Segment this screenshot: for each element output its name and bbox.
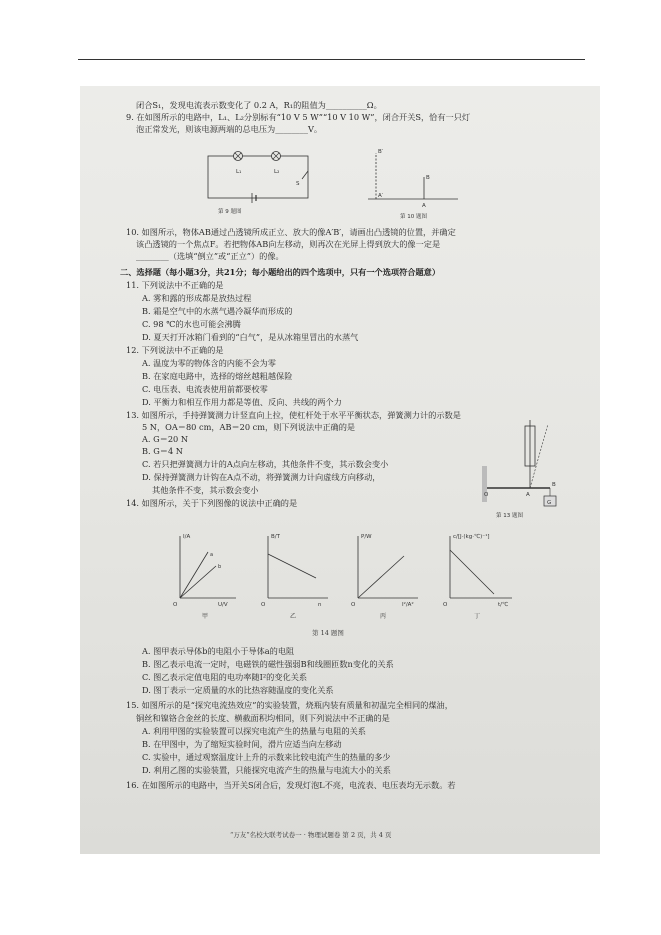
text-line: D. 保持弹簧测力计钩在A点不动，将弹簧测力计向虚线方向移动， [142,472,381,482]
text-line: 13. 如图所示，手持弹簧测力计竖直向上拉，使杠杆处于水平平衡状态，弹簧测力计的示数是 [126,410,461,420]
text-line: 闭合S₁，发现电流表示数变化了 0.2 A，R₁的阻值为__________Ω。 [136,100,382,110]
title-jia: 甲 [202,613,209,620]
graph-jia [173,534,236,620]
top-rule [78,59,585,60]
label-S: S [296,181,300,187]
label-B: B [552,482,556,488]
page-footer: “万友”名校大联考试卷一 · 物理试题卷 第 2 页，共 4 页 [230,831,392,839]
text-line: 16. 在如图所示的电路中，当开关S闭合后，发现灯泡L不亮，电流表、电压表均无示数。若 [126,780,456,790]
title-yi: 乙 [290,613,297,620]
origin-bing: O [351,602,356,608]
label-b: b [218,564,222,570]
text-line: C. 实验中，通过观察温度计上升的示数来比较电流产生的热量的多少 [142,752,391,762]
text-line: A. G＝20 N [142,434,189,444]
text-line: C. 电压表、电流表使用前都要校零 [142,384,268,394]
figure-10-caption: 第 10 题图 [400,214,427,220]
text-line: A. 雾和露的形成都是放热过程 [142,293,252,303]
ylabel-bing: P/W [361,534,372,540]
text-line: C. 98 ℃的水也可能会沸腾 [142,319,241,329]
text-line: 9. 在如图所示的电路中，L₁、L₂分别标有“10 V 5 W”“10 V 10 W”，闭合开关S，恰有一只灯 [126,112,471,122]
label-B: B [426,175,430,181]
text-line: D. 平衡力和相互作用力都是等值、反向、共线的两个力 [142,397,342,407]
text-line: D. 夏天打开冰箱门看到的“白气”，是从冰箱里冒出的水蒸气 [142,332,359,342]
label-L2: L₂ [274,169,280,175]
origin-ding: O [443,602,448,608]
label-O: O [484,492,489,498]
text-line: 该凸透镜的一个焦点F。若把物体AB向左移动，则再次在光屏上得到放大的像一定是 [136,239,441,249]
text-line: 泡正常发光，则该电源两端的总电压为________V。 [136,124,323,134]
exam-page-photo [80,86,600,854]
text-line: C. 图乙表示定值电阻的电功率随I²的变化关系 [142,672,308,682]
text-line: B. 霜是空气中的水蒸气遇冷凝华而形成的 [142,306,293,316]
origin-yi: O [261,602,266,608]
xlabel-jia: U/V [218,602,228,608]
text-line: A. 温度为零的物体含的内能不会为零 [142,358,276,368]
text-line: B. G＝4 N [142,446,183,456]
xlabel-bing: I²/A² [402,602,414,608]
figure-9-caption: 第 9 题图 [218,209,242,215]
text-line: 14. 如图所示，关于下列图像的说法中正确的是 [126,498,298,508]
origin-jia: O [173,602,178,608]
xlabel-yi: n [318,602,322,608]
xlabel-ding: t/℃ [498,602,509,608]
figure-10-lens [358,141,468,221]
section-heading: 二、选择题（每小题3分，共21分；每小题给出的四个选项中，只有一个选项符合题意） [120,267,441,277]
ylabel-yi: B/T [271,534,280,540]
label-L1: L₁ [236,169,242,175]
text-line: 11. 下列说法中不正确的是 [126,280,224,290]
text-line: ________（选填“倒立”或“正立”）的像。 [136,251,284,261]
label-Aprime: A′ [378,193,384,199]
title-ding: 丁 [474,613,481,620]
figure-13-lever [478,416,588,520]
graph-bing [351,534,418,620]
text-line: A. 利用甲图的实验装置可以探究电流产生的热量与电阻的关系 [142,726,366,736]
text-line: 15. 如图所示的是“探究电流热效应”的实验装置，烧瓶内装有质量和初温完全相同的煤油， [126,700,453,710]
text-line: B. 在家庭电路中，选择的熔丝越粗越保险 [142,371,293,381]
text-line: 10. 如图所示，物体AB通过凸透镜所成正立、放大的像A′B′，请画出凸透镜的位置，并确定 [126,227,456,237]
label-G: G [547,500,552,506]
label-A: A [526,492,530,498]
figure-14-caption: 第 14 题图 [312,629,344,637]
ylabel-ding: c/[J·(kg·℃)⁻¹] [453,534,490,540]
figure-9-circuit [190,141,320,216]
label-A: A [422,203,426,209]
graph-yi [261,534,328,620]
text-line: 12. 下列说法中不正确的是 [126,345,224,355]
text-line: 5 N，OA＝80 cm，AB＝20 cm，则下列说法中正确的是 [142,422,356,432]
ylabel-jia: I/A [183,534,191,540]
text-line: B. 图乙表示电流一定时，电磁铁的磁性强弱B和线圈匝数n变化的关系 [142,659,394,669]
label-Bprime: B′ [378,149,384,155]
text-line: B. 在甲图中，为了缩短实验时间，滑片应适当向左移动 [142,739,342,749]
text-line: D. 利用乙图的实验装置，只能探究电流产生的热量与电流大小的关系 [142,765,391,775]
title-bing: 丙 [380,613,387,620]
text-line: 其他条件不变，其示数会变小 [152,485,259,495]
text-line: D. 图丁表示一定质量的水的比热容随温度的变化关系 [142,685,334,695]
text-line: A. 图甲表示导体b的电阻小于导体a的电阻 [142,646,295,656]
figure-13-caption: 第 13 题图 [496,513,523,519]
label-a: a [210,552,214,558]
text-line: 铜丝和镍铬合金丝的长度、横截面积均相同，则下列说法中不正确的是 [136,713,390,723]
figure-14-graphs [168,528,528,628]
text-line: C. 若只把弹簧测力计的A点向左移动，其他条件不变，其示数会变小 [142,459,389,469]
graph-ding [443,533,512,620]
